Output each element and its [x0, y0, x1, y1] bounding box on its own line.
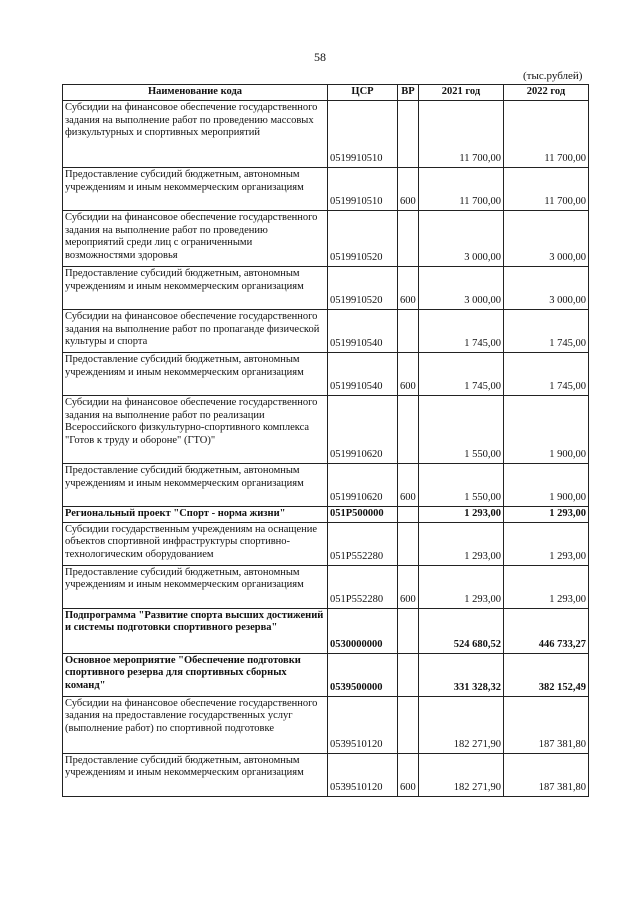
table-row — [63, 353, 589, 396]
row-csr-cell: 0519910510 — [328, 101, 398, 168]
row-vr-cell — [398, 310, 419, 353]
row-name-cell: Субсидии государственным учреждениям на оснащение объектов спортивной инфраструктуры спортивно-технологическим оборудованием — [63, 522, 328, 565]
row-name-cell: Предоставление субсидий бюджетным, автономным учреждениям и иным некоммерческим организациям — [63, 565, 328, 608]
row-vr-cell — [398, 507, 419, 523]
row-2021-cell: 331 328,32 — [419, 653, 504, 696]
table-row — [63, 565, 589, 608]
row-2021-cell: 3 000,00 — [419, 211, 504, 267]
row-2022-cell: 1 293,00 — [504, 522, 589, 565]
row-vr-cell — [398, 522, 419, 565]
row-vr-cell — [398, 211, 419, 267]
row-vr-cell: 600 — [398, 753, 419, 796]
row-name-cell: Основное мероприятие "Обеспечение подготовки спортивного резерва для спортивных сборных команд" — [63, 653, 328, 696]
row-name-cell: Предоставление субсидий бюджетным, автономным учреждениям и иным некоммерческим организациям — [63, 168, 328, 211]
row-2021-cell: 1 550,00 — [419, 396, 504, 464]
row-vr-cell — [398, 653, 419, 696]
row-vr-cell: 600 — [398, 168, 419, 211]
row-name-cell: Субсидии на финансовое обеспечение государственного задания на выполнение работ по проведению массовых физкультурных и спортивных мероприятий — [63, 101, 328, 168]
row-vr-cell: 600 — [398, 565, 419, 608]
row-2021-cell: 1 550,00 — [419, 464, 504, 507]
row-csr-cell: 0539500000 — [328, 653, 398, 696]
row-2021-cell: 11 700,00 — [419, 168, 504, 211]
row-2022-cell: 1 900,00 — [504, 464, 589, 507]
row-vr-cell: 600 — [398, 464, 419, 507]
table-row — [63, 464, 589, 507]
row-2021-cell: 1 293,00 — [419, 565, 504, 608]
budget-table — [62, 84, 589, 797]
row-csr-cell: 051P500000 — [328, 507, 398, 523]
units-label: (тыс.рублей) — [523, 70, 583, 82]
header-name: Наименование кода — [63, 85, 328, 101]
row-2021-cell: 1 293,00 — [419, 507, 504, 523]
row-name-cell: Предоставление субсидий бюджетным, автономным учреждениям и иным некоммерческим организациям — [63, 753, 328, 796]
table-row — [63, 211, 589, 267]
table-row — [63, 696, 589, 753]
row-2022-cell: 1 293,00 — [504, 565, 589, 608]
row-name-cell: Предоставление субсидий бюджетным, автономным учреждениям и иным некоммерческим организациям — [63, 464, 328, 507]
table-body — [63, 101, 589, 797]
row-2021-cell: 182 271,90 — [419, 753, 504, 796]
row-2021-cell: 3 000,00 — [419, 267, 504, 310]
row-csr-cell: 0539510120 — [328, 753, 398, 796]
row-name-cell: Региональный проект "Спорт - норма жизни" — [63, 507, 328, 523]
row-2021-cell: 1 745,00 — [419, 310, 504, 353]
row-2022-cell: 187 381,80 — [504, 696, 589, 753]
table-row — [63, 507, 589, 523]
row-vr-cell: 600 — [398, 267, 419, 310]
header-csr: ЦСР — [328, 85, 398, 101]
row-2022-cell: 3 000,00 — [504, 211, 589, 267]
header-vr: ВР — [398, 85, 419, 101]
row-vr-cell — [398, 696, 419, 753]
row-csr-cell: 0519910540 — [328, 353, 398, 396]
table-row — [63, 310, 589, 353]
header-2022: 2022 год — [504, 85, 589, 101]
row-2022-cell: 187 381,80 — [504, 753, 589, 796]
row-name-cell: Субсидии на финансовое обеспечение государственного задания на выполнение работ по реализации Всероссийского физкультурно-спортивного комплекса "Готов к труду и обороне" (ГТО)" — [63, 396, 328, 464]
row-csr-cell: 051P552280 — [328, 565, 398, 608]
row-csr-cell: 051P552280 — [328, 522, 398, 565]
table-row — [63, 753, 589, 796]
page-number: 58 — [314, 50, 326, 64]
row-csr-cell: 0519910520 — [328, 267, 398, 310]
row-2022-cell: 446 733,27 — [504, 608, 589, 653]
row-csr-cell: 0519910620 — [328, 464, 398, 507]
row-name-cell: Субсидии на финансовое обеспечение государственного задания на выполнение работ по проведению мероприятий среди лиц с ограниченными возможностями здоровья — [63, 211, 328, 267]
row-2021-cell: 182 271,90 — [419, 696, 504, 753]
table-row — [63, 396, 589, 464]
row-csr-cell: 0519910510 — [328, 168, 398, 211]
row-vr-cell — [398, 101, 419, 168]
row-name-cell: Предоставление субсидий бюджетным, автономным учреждениям и иным некоммерческим организациям — [63, 353, 328, 396]
row-2021-cell: 1 293,00 — [419, 522, 504, 565]
row-name-cell: Предоставление субсидий бюджетным, автономным учреждениям и иным некоммерческим организациям — [63, 267, 328, 310]
table-row — [63, 101, 589, 168]
row-name-cell: Субсидии на финансовое обеспечение государственного задания на предоставление государственных услуг (выполнение работ) по спортивной подготовке — [63, 696, 328, 753]
row-vr-cell — [398, 608, 419, 653]
row-2022-cell: 1 745,00 — [504, 310, 589, 353]
table-row — [63, 168, 589, 211]
row-2022-cell: 382 152,49 — [504, 653, 589, 696]
row-csr-cell: 0519910540 — [328, 310, 398, 353]
row-2022-cell: 1 293,00 — [504, 507, 589, 523]
table-row — [63, 267, 589, 310]
row-2022-cell: 11 700,00 — [504, 168, 589, 211]
row-2022-cell: 1 900,00 — [504, 396, 589, 464]
row-csr-cell: 0519910520 — [328, 211, 398, 267]
table-header-row — [63, 85, 589, 101]
row-2021-cell: 11 700,00 — [419, 101, 504, 168]
row-2022-cell: 3 000,00 — [504, 267, 589, 310]
row-vr-cell: 600 — [398, 353, 419, 396]
table-row — [63, 608, 589, 653]
row-vr-cell — [398, 396, 419, 464]
row-2021-cell: 524 680,52 — [419, 608, 504, 653]
header-2021: 2021 год — [419, 85, 504, 101]
row-name-cell: Подпрограмма "Развитие спорта высших достижений и системы подготовки спортивного резерва" — [63, 608, 328, 653]
table-row — [63, 522, 589, 565]
row-2022-cell: 1 745,00 — [504, 353, 589, 396]
row-csr-cell: 0519910620 — [328, 396, 398, 464]
row-csr-cell: 0530000000 — [328, 608, 398, 653]
row-2022-cell: 11 700,00 — [504, 101, 589, 168]
row-name-cell: Субсидии на финансовое обеспечение государственного задания на выполнение работ по пропаганде физической культуры и спорта — [63, 310, 328, 353]
row-csr-cell: 0539510120 — [328, 696, 398, 753]
table-row — [63, 653, 589, 696]
row-2021-cell: 1 745,00 — [419, 353, 504, 396]
